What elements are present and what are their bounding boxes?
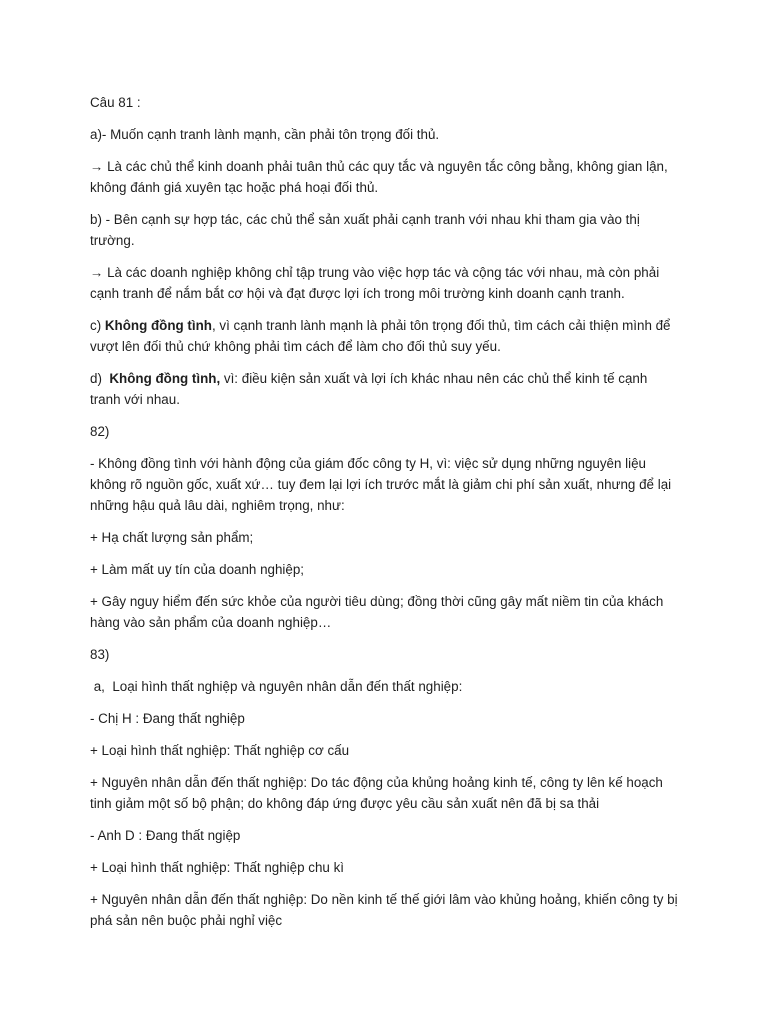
q81-c-rest: , vì cạnh tranh lành mạnh là phải tôn trọng đối thủ, tìm cách cải thiện mình để vượt lên đối thủ chứ không phải tìm cách để làm cho đối thủ suy yếu. [90,318,671,354]
q83-heading: 83) [90,647,110,662]
q81-heading: Câu 81 : [90,95,141,110]
q83-d-cause: + Nguyên nhân dẫn đến thất nghiệp: Do nền kinh tế thế giới lâm vào khủng hoảng, khiến công ty bị phá sản nên buộc phải nghỉ việc [90,892,678,928]
q81-b-explanation: → Là các doanh nghiệp không chỉ tập trung vào việc hợp tác và cộng tác với nhau, mà còn phải cạnh tranh để nắm bắt cơ hội và đạt được lợi ích trong môi trường kinh doanh cạnh tranh. [90,265,660,301]
q82-item-1: + Hạ chất lượng sản phẩm; [90,530,254,545]
q83-d-status: - Anh D : Đang thất ngiệp [90,828,241,843]
q81-b: b) - Bên cạnh sự hợp tác, các chủ thể sản xuất phải cạnh tranh với nhau khi tham gia vào thị trường. [90,212,640,248]
q81-d [90,368,680,410]
q81-c-bold: Không đồng tình [104,318,212,333]
q81-c-prefix: c) [90,318,105,333]
q81-a-explanation: → Là các chủ thể kinh doanh phải tuân thủ các quy tắc và nguyên tắc công bằng, không gian lận, không đánh giá xuyên tạc hoặc phá hoại đối thủ. [90,159,668,195]
q83-h-status: - Chị H : Đang thất nghiệp [90,711,245,726]
q81-d-prefix: d) [90,371,110,386]
q83-h-cause: + Nguyên nhân dẫn đến thất nghiệp: Do tác động của khủng hoảng kinh tế, công ty lên kế hoạch tinh giảm một số bộ phận; do không đáp ứng được yêu cầu sản xuất nên đã bị sa thải [90,775,663,811]
q82-item-2: + Làm mất uy tín của doanh nghiệp; [90,562,305,577]
q83-d-type: + Loại hình thất nghiệp: Thất nghiệp chu kì [90,860,344,875]
q81-d-rest: vì: điều kiện sản xuất và lợi ích khác nhau nên các chủ thể kinh tế cạnh tranh với nhau. [90,371,648,407]
q81-a: a)- Muốn cạnh tranh lành mạnh, cần phải tôn trọng đối thủ. [90,127,440,142]
document-body [90,92,680,942]
q81-d-bold: Không đồng tình, [109,371,221,386]
q83-h-type: + Loại hình thất nghiệp: Thất nghiệp cơ cấu [90,743,350,758]
q82-intro: - Không đồng tình với hành động của giám đốc công ty H, vì: việc sử dụng những nguyên liệu không rõ nguồn gốc, xuất xứ… tuy đem lại lợi ích trước mắt là giảm chi phí sản xuất, nhưng để lại những hậu quả lâu dài, nghiêm trọng, như: [90,456,672,513]
q82-heading: 82) [90,424,110,439]
q83-a: a, Loại hình thất nghiệp và nguyên nhân dẫn đến thất nghiệp: [90,679,463,694]
q81-c [90,315,680,357]
q82-item-3: + Gây nguy hiểm đến sức khỏe của người tiêu dùng; đồng thời cũng gây mất niềm tin của khách hàng vào sản phẩm của doanh nghiệp… [90,594,664,630]
